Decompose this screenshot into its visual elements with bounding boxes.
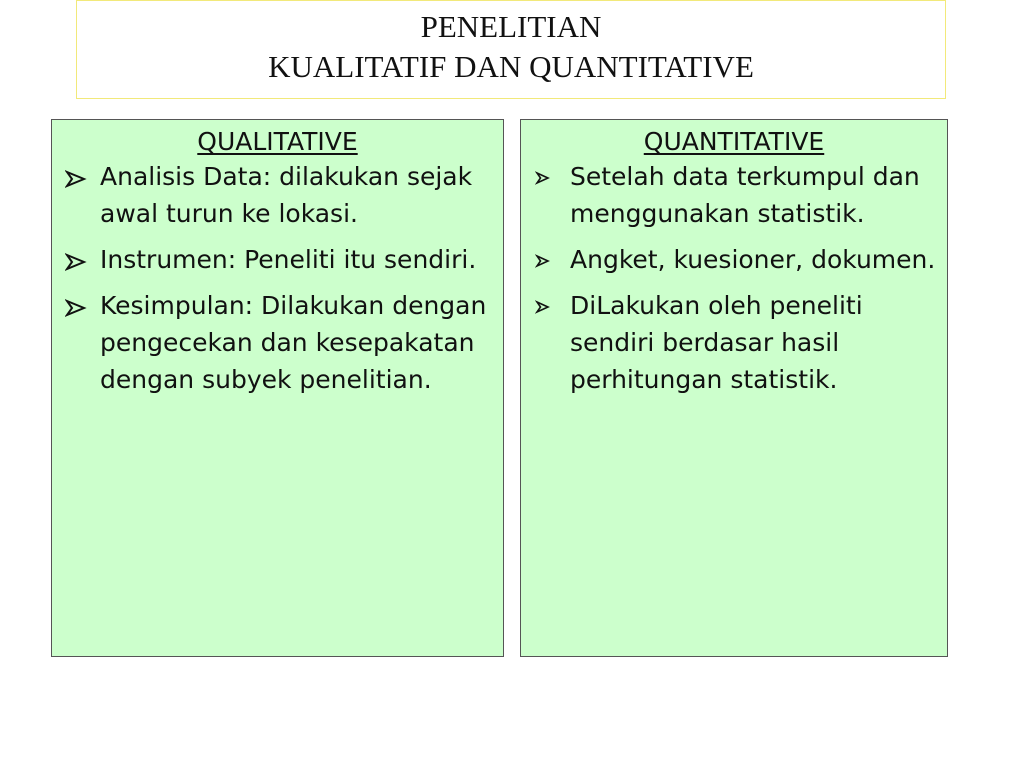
list-item-text: Angket, kuesioner, dokumen. bbox=[570, 245, 936, 274]
arrowhead-bullet-icon bbox=[535, 300, 551, 314]
list-item bbox=[52, 158, 503, 232]
qualitative-heading-text: QUALITATIVE bbox=[197, 127, 358, 156]
qualitative-heading bbox=[52, 126, 503, 158]
qualitative-panel bbox=[51, 119, 504, 657]
title-line-2: KUALITATIF DAN QUANTITATIVE bbox=[268, 49, 754, 84]
list-item bbox=[52, 287, 503, 398]
quantitative-heading-text: QUANTITATIVE bbox=[643, 127, 825, 156]
list-item-text: DiLakukan oleh peneliti sendiri berdasar hasil perhitungan statistik. bbox=[570, 291, 863, 394]
quantitative-heading bbox=[521, 126, 947, 158]
title-line-1: PENELITIAN bbox=[420, 9, 602, 44]
list-item-text: Setelah data terkumpul dan menggunakan statistik. bbox=[570, 162, 920, 228]
list-item bbox=[521, 241, 947, 278]
list-item bbox=[521, 287, 947, 398]
list-item bbox=[521, 158, 947, 232]
slide-title bbox=[76, 0, 946, 99]
list-item-text: Kesimpulan: Dilakukan dengan pengecekan dan kesepakatan dengan subyek penelitian. bbox=[100, 291, 487, 394]
arrowhead-bullet-icon bbox=[65, 253, 87, 271]
list-item-text: Instrumen: Peneliti itu sendiri. bbox=[100, 245, 477, 274]
list-item bbox=[52, 241, 503, 278]
list-item-text: Analisis Data: dilakukan sejak awal turun ke lokasi. bbox=[100, 162, 473, 228]
quantitative-list bbox=[521, 158, 947, 398]
arrowhead-bullet-icon bbox=[65, 299, 87, 317]
arrowhead-bullet-icon bbox=[535, 254, 551, 268]
qualitative-list bbox=[52, 158, 503, 398]
arrowhead-bullet-icon bbox=[535, 171, 551, 185]
quantitative-panel bbox=[520, 119, 948, 657]
arrowhead-bullet-icon bbox=[65, 170, 87, 188]
